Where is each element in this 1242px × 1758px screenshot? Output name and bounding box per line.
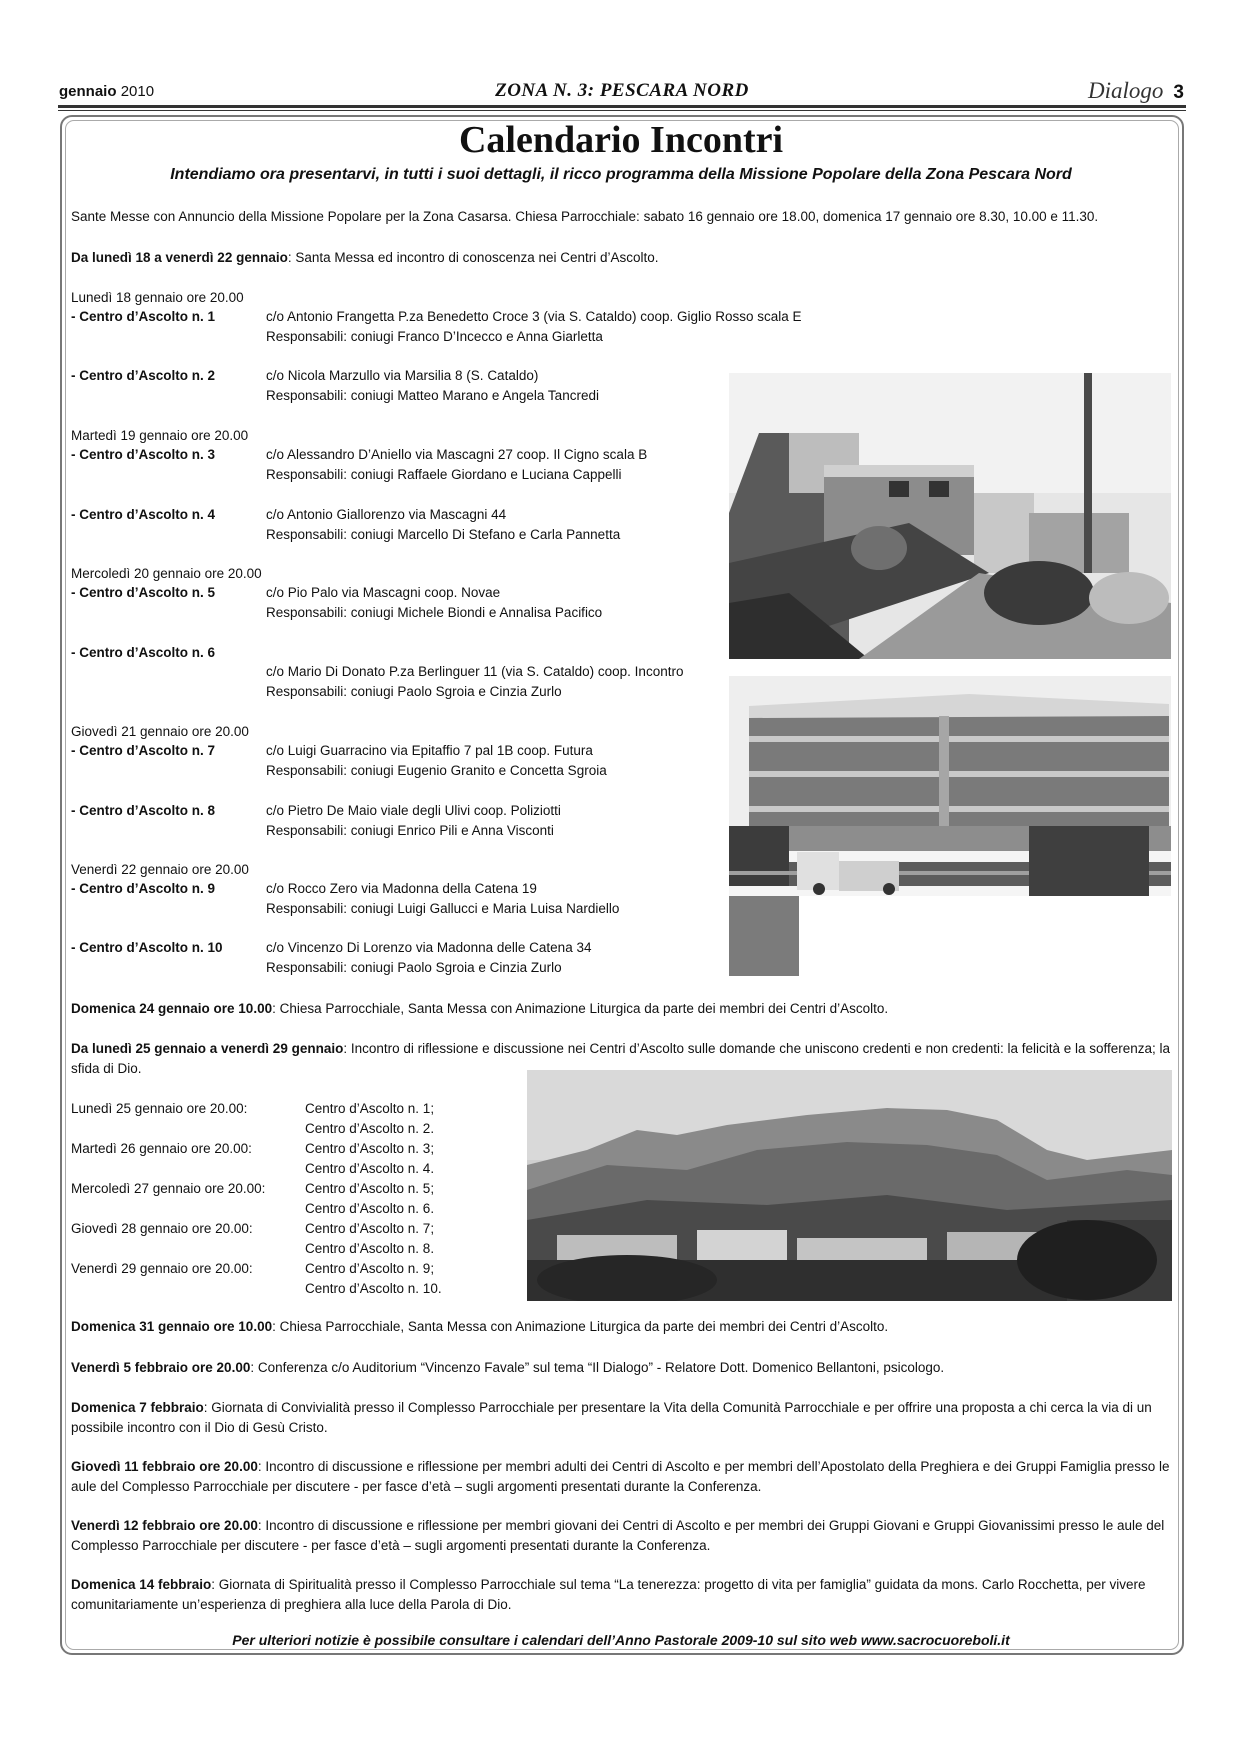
center-name: - Centro d’Ascolto n. 9 xyxy=(71,881,216,896)
schedule-center: Centro d’Ascolto n. 9; xyxy=(305,1261,435,1276)
event-feb-14: Domenica 14 febbraio: Giornata di Spiritualità presso il Complesso Parrocchiale sul tema “La tenerezza: progetto di vita per famiglia” guidata da mons. Carlo Rocchetta, per vivere comunitariamente un’esperienza di preghiera alla luce della Parola di Dio. xyxy=(71,1577,1146,1612)
center-address: c/o Antonio Giallorenzo via Mascagni 44 xyxy=(266,507,507,522)
center-address: c/o Pietro De Maio viale degli Ulivi coop. Poliziotti xyxy=(266,803,561,818)
event-jan-24: Domenica 24 gennaio ore 10.00: Chiesa Parrocchiale, Santa Messa con Animazione Liturgica da parte dei membri dei Centri d’Ascolto. xyxy=(71,1001,889,1016)
center-name: - Centro d’Ascolto n. 8 xyxy=(71,803,216,818)
center-responsible: Responsabili: coniugi Luigi Gallucci e Maria Luisa Nardiello xyxy=(266,901,620,916)
center-name: - Centro d’Ascolto n. 7 xyxy=(71,743,216,758)
center-address: c/o Pio Palo via Mascagni coop. Novae xyxy=(266,585,501,600)
schedule-day: Giovedì 28 gennaio ore 20.00: xyxy=(71,1221,253,1236)
day-heading: Lunedì 18 gennaio ore 20.00 xyxy=(71,290,244,305)
schedule-center: Centro d’Ascolto n. 3; xyxy=(305,1141,435,1156)
center-name: - Centro d’Ascolto n. 3 xyxy=(71,447,216,462)
event-jan-31: Domenica 31 gennaio ore 10.00: Chiesa Parrocchiale, Santa Messa con Animazione Liturgica da parte dei membri dei Centri d’Ascolto. xyxy=(71,1319,889,1334)
center-name: - Centro d’Ascolto n. 1 xyxy=(71,309,216,324)
footer-note: Per ulteriori notizie è possibile consultare i calendari dell’Anno Pastorale 2009-10 sul sito web www.sacrocuoreboli.it xyxy=(232,1632,1010,1648)
page-header xyxy=(58,80,1186,106)
center-address: c/o Mario Di Donato P.za Berlinguer 11 (via S. Cataldo) coop. Incontro xyxy=(266,664,684,679)
event-feb-11: Giovedì 11 febbraio ore 20.00: Incontro di discussione e riflessione per membri adulti dei Centri di Ascolto e per membri dell’Apostolato della Preghiera e dei Gruppi Famiglia presso le aule del Complesso Parrocchiale per discutere - per fasce d’età – sugli argomenti presentati durante la Conferenza. xyxy=(71,1459,1170,1494)
page-title: Calendario Incontri xyxy=(458,119,784,161)
schedule-center: Centro d’Ascolto n. 2. xyxy=(305,1121,435,1136)
page-subtitle: Intendiamo ora presentarvi, in tutti i suoi dettagli, il ricco programma della Missione Popolare della Zona Pescara Nord xyxy=(170,166,1072,183)
center-responsible: Responsabili: coniugi Matteo Marano e Angela Tancredi xyxy=(266,388,599,403)
center-name: - Centro d’Ascolto n. 10 xyxy=(71,940,223,955)
center-name: - Centro d’Ascolto n. 2 xyxy=(71,368,216,383)
schedule-day: Lunedì 25 gennaio ore 20.00: xyxy=(71,1101,248,1116)
schedule-center: Centro d’Ascolto n. 6. xyxy=(305,1201,435,1216)
center-name: - Centro d’Ascolto n. 4 xyxy=(71,507,216,522)
center-address: c/o Nicola Marzullo via Marsilia 8 (S. Cataldo) xyxy=(266,368,539,383)
schedule-day: Martedì 26 gennaio ore 20.00: xyxy=(71,1141,252,1156)
center-responsible: Responsabili: coniugi Paolo Sgroia e Cinzia Zurlo xyxy=(266,960,562,975)
center-responsible: Responsabili: coniugi Eugenio Granito e Concetta Sgroia xyxy=(266,763,607,778)
week2-intro: Da lunedì 25 gennaio a venerdì 29 gennaio: Incontro di riflessione e discussione nei Centri d’Ascolto sulle domande che uniscono credenti e non credenti: la felicità e la sofferenza; la sfida di Dio. xyxy=(71,1041,1171,1076)
center-name: - Centro d’Ascolto n. 6 xyxy=(71,645,216,660)
intro-paragraph: Sante Messe con Annuncio della Missione Popolare per la Zona Casarsa. Chiesa Parrocchiale: sabato 16 gennaio ore 18.00, domenica 17 gennaio ore 8.30, 10.00 e 11.30. xyxy=(71,209,1099,224)
center-responsible: Responsabili: coniugi Michele Biondi e Annalisa Pacifico xyxy=(266,605,603,620)
publication-name: Dialogo xyxy=(1088,78,1164,103)
center-address: c/o Vincenzo Di Lorenzo via Madonna delle Catena 34 xyxy=(266,940,592,955)
center-responsible: Responsabili: coniugi Franco D’Incecco e Anna Giarletta xyxy=(266,329,603,344)
zone-heading: ZONA N. 3: PESCARA NORD xyxy=(495,80,749,101)
center-address: c/o Rocco Zero via Madonna della Catena 19 xyxy=(266,881,537,896)
schedule-day: Venerdì 29 gennaio ore 20.00: xyxy=(71,1261,253,1276)
day-heading: Giovedì 21 gennaio ore 20.00 xyxy=(71,724,249,739)
issue-date: gennaio 2010 xyxy=(59,83,155,100)
publication-masthead xyxy=(1088,78,1184,104)
page-number: 3 xyxy=(1173,82,1184,103)
event-feb-12: Venerdì 12 febbraio ore 20.00: Incontro di discussione e riflessione per membri giovani dei Centri di Ascolto e per membri dei Gruppi Giovani e Gruppi Giovanissimi presso le aule del Complesso Parrocchiale per discutere - per fasce d’età – sugli argomenti presentati durante la Conferenza. xyxy=(71,1518,1165,1553)
schedule-center: Centro d’Ascolto n. 10. xyxy=(305,1281,442,1296)
schedule-center: Centro d’Ascolto n. 8. xyxy=(305,1241,435,1256)
center-address: c/o Antonio Frangetta P.za Benedetto Croce 3 (via S. Cataldo) coop. Giglio Rosso scala E xyxy=(266,309,802,324)
schedule-center: Centro d’Ascolto n. 1; xyxy=(305,1101,435,1116)
schedule-day: Mercoledì 27 gennaio ore 20.00: xyxy=(71,1181,266,1196)
apartment-building-photo xyxy=(729,676,1171,976)
schedule-center: Centro d’Ascolto n. 4. xyxy=(305,1161,435,1176)
day-heading: Martedì 19 gennaio ore 20.00 xyxy=(71,428,249,443)
center-responsible: Responsabili: coniugi Marcello Di Stefano e Carla Pannetta xyxy=(266,527,621,542)
header-rule-thick xyxy=(58,105,1186,108)
week1-intro: Da lunedì 18 a venerdì 22 gennaio: Santa Messa ed incontro di conoscenza nei Centri d’Ascolto. xyxy=(71,250,659,265)
schedule-center: Centro d’Ascolto n. 5; xyxy=(305,1181,435,1196)
mountain-panorama-photo xyxy=(527,1070,1172,1301)
event-feb-5: Venerdì 5 febbraio ore 20.00: Conferenza c/o Auditorium “Vincenzo Favale” sul tema “Il Dialogo” - Relatore Dott. Domenico Bellantoni, psicologo. xyxy=(71,1360,945,1375)
day-heading: Mercoledì 20 gennaio ore 20.00 xyxy=(71,566,262,581)
center-responsible: Responsabili: coniugi Enrico Pili e Anna Visconti xyxy=(266,823,554,838)
day-heading: Venerdì 22 gennaio ore 20.00 xyxy=(71,862,249,877)
center-address: c/o Alessandro D’Aniello via Mascagni 27 coop. Il Cigno scala B xyxy=(266,447,648,462)
header-rule-thin xyxy=(58,110,1186,111)
center-responsible: Responsabili: coniugi Raffaele Giordano e Luciana Cappelli xyxy=(266,467,622,482)
street-photo xyxy=(729,373,1171,659)
event-feb-7: Domenica 7 febbraio: Giornata di Convivialità presso il Complesso Parrocchiale per presentare la Vita della Comunità Parrocchiale e per offrire una proposta a chi cerca la via di un possibile incontro con il Dio di Gesù Cristo. xyxy=(71,1400,1152,1435)
center-name: - Centro d’Ascolto n. 5 xyxy=(71,585,216,600)
center-address: c/o Luigi Guarracino via Epitaffio 7 pal 1B coop. Futura xyxy=(266,743,593,758)
schedule-center: Centro d’Ascolto n. 7; xyxy=(305,1221,435,1236)
center-responsible: Responsabili: coniugi Paolo Sgroia e Cinzia Zurlo xyxy=(266,684,562,699)
